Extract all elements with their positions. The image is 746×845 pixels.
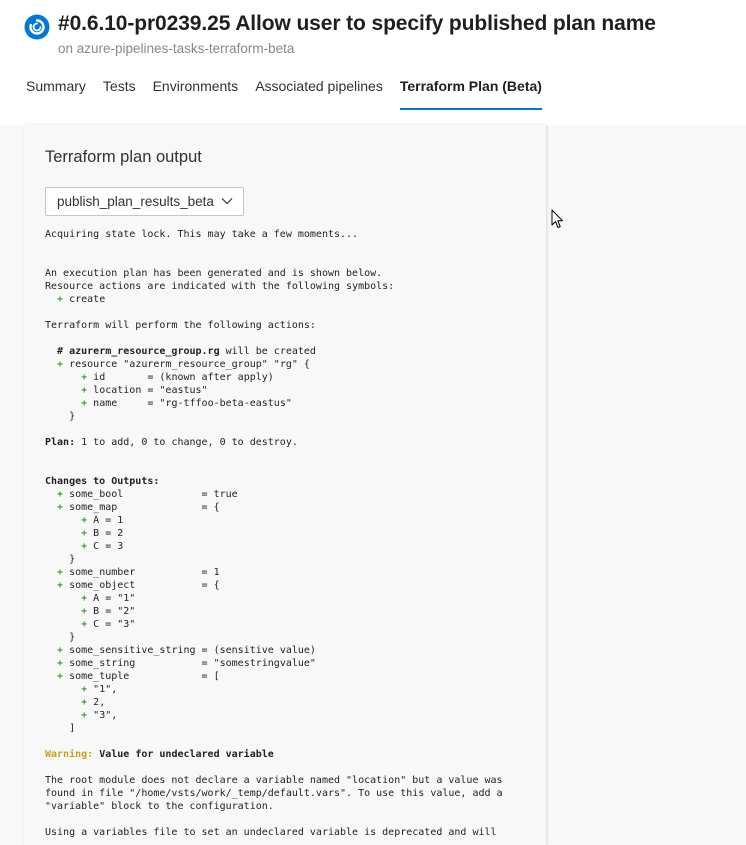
plan-output-line (45, 358, 535, 371)
plus-symbol: + (81, 619, 88, 630)
plan-output-line (45, 683, 535, 696)
plan-output-segment: 2, (87, 697, 106, 708)
plan-output-segment: id = (known after apply) (87, 372, 274, 383)
plus-symbol: + (81, 606, 88, 617)
plan-output-segment (45, 515, 81, 526)
chevron-down-icon (221, 197, 233, 205)
plan-output-text (45, 228, 535, 839)
plan-output-segment: B = "2" (87, 606, 136, 617)
page-title: #0.6.10-pr0239.25 Allow user to specify published plan name (58, 12, 656, 35)
plan-output-line (45, 332, 535, 345)
plan-output-segment (45, 567, 57, 578)
plan-output-line (45, 670, 535, 683)
plus-symbol: + (81, 398, 88, 409)
plan-output-segment (45, 541, 81, 552)
plan-output-segment: will be created (219, 346, 316, 357)
plan-output-segment (45, 359, 57, 370)
tab-environments[interactable]: Environments (152, 78, 239, 94)
plan-output-line (45, 410, 535, 423)
plan-output-line (45, 618, 535, 631)
plan-output-segment (45, 697, 81, 708)
plan-output-segment: } (45, 554, 76, 565)
plan-output-segment: "variable" block to the configuration. (45, 801, 274, 812)
plan-output-line (45, 397, 535, 410)
plan-output-segment: some_sensitive_string = (sensitive value) (63, 645, 316, 656)
plan-output-segment (45, 398, 81, 409)
plan-output-line (45, 345, 535, 358)
plus-symbol: + (57, 580, 64, 591)
plan-output-line (45, 267, 535, 280)
tab-associated-pipelines[interactable]: Associated pipelines (255, 78, 383, 94)
plan-output-segment (45, 658, 57, 669)
plan-output-segment: Terraform will perform the following actions: (45, 320, 316, 331)
plan-output-segment: create (63, 294, 106, 305)
plan-output-line (45, 631, 535, 644)
plan-output-line (45, 527, 535, 540)
panel-title: Terraform plan output (45, 148, 202, 166)
plan-output-segment: Plan: (45, 437, 76, 448)
tab-tests[interactable]: Tests (102, 78, 136, 94)
plan-output-line (45, 306, 535, 319)
plan-output-segment (45, 580, 57, 591)
plan-output-line (45, 696, 535, 709)
plan-output-line (45, 514, 535, 527)
plan-output-line (45, 579, 535, 592)
plan-output-segment: some_map = { (63, 502, 220, 513)
plan-output-line (45, 592, 535, 605)
plan-output-segment: A = "1" (87, 593, 136, 604)
plan-output-segment (45, 346, 57, 357)
plan-output-segment: "3", (87, 710, 118, 721)
plan-output-segment: some_bool = true (63, 489, 238, 500)
warning-label: Warning: (45, 749, 94, 760)
plan-output-line (45, 423, 535, 436)
terraform-plan-panel (24, 125, 546, 845)
plan-output-line (45, 735, 535, 748)
plus-symbol: + (81, 385, 88, 396)
plan-output-segment: some_tuple = [ (63, 671, 220, 682)
plus-symbol: + (57, 502, 64, 513)
plan-output-segment (45, 372, 81, 383)
plan-output-segment: An execution plan has been generated and is shown below. (45, 268, 383, 279)
plan-output-segment: ] (45, 723, 76, 734)
plan-output-line (45, 722, 535, 735)
plan-output-segment (45, 684, 81, 695)
pipeline-in-progress-icon (24, 14, 50, 40)
plan-output-segment: Changes to Outputs: (45, 476, 160, 487)
plan-output-segment: some_number = 1 (63, 567, 220, 578)
plus-symbol: + (57, 489, 64, 500)
plan-output-segment: location = "eastus" (87, 385, 208, 396)
plan-select-dropdown[interactable] (45, 187, 244, 216)
plan-output-line (45, 319, 535, 332)
plan-output-segment (45, 528, 81, 539)
plan-output-line (45, 644, 535, 657)
plan-output-segment (45, 645, 57, 656)
plan-output-segment (45, 710, 81, 721)
plan-output-line (45, 787, 535, 800)
plan-output-segment: Value for undeclared variable (93, 749, 274, 760)
plus-symbol: + (57, 294, 64, 305)
plus-symbol: + (81, 593, 88, 604)
pipeline-subtitle: on azure-pipelines-tasks-terraform-beta (58, 41, 295, 56)
plan-output-line (45, 605, 535, 618)
plus-symbol: + (57, 671, 64, 682)
plus-symbol: + (81, 684, 88, 695)
plan-output-segment: Resource actions are indicated with the following symbols: (45, 281, 395, 292)
plan-output-segment: C = 3 (87, 541, 124, 552)
plan-output-segment (45, 619, 81, 630)
plan-output-line (45, 241, 535, 254)
plan-output-line (45, 280, 535, 293)
plan-output-segment: C = "3" (87, 619, 136, 630)
plan-output-line (45, 293, 535, 306)
plus-symbol: + (57, 567, 64, 578)
plan-output-segment: found in file "/home/vsts/work/_temp/default.vars". To use this value, add a (45, 788, 503, 799)
plan-output-line (45, 254, 535, 267)
plan-output-segment (45, 606, 81, 617)
plus-symbol: + (81, 710, 88, 721)
plan-output-segment (45, 294, 57, 305)
plan-output-segment (45, 385, 81, 396)
plan-output-segment: some_string = "somestringvalue" (63, 658, 316, 669)
plan-output-segment (45, 671, 57, 682)
plan-output-line (45, 501, 535, 514)
plan-output-segment: # azurerm_resource_group.rg (57, 346, 220, 357)
plan-output-segment: The root module does not declare a variable named "location" but a value was (45, 775, 503, 786)
plan-output-line (45, 709, 535, 722)
plan-output-line (45, 488, 535, 501)
plus-symbol: + (81, 515, 88, 526)
plus-symbol: + (81, 541, 88, 552)
plan-output-line (45, 475, 535, 488)
plus-symbol: + (81, 372, 88, 383)
plan-output-segment: } (45, 632, 76, 643)
plan-output-line (45, 761, 535, 774)
plus-symbol: + (81, 528, 88, 539)
plan-output-segment: B = 2 (87, 528, 124, 539)
plan-output-segment: name = "rg-tffoo-beta-eastus" (87, 398, 292, 409)
plan-output-segment: resource "azurerm_resource_group" "rg" { (63, 359, 310, 370)
plan-output-line (45, 449, 535, 462)
plan-output-line (45, 228, 535, 241)
plus-symbol: + (81, 697, 88, 708)
plus-symbol: + (57, 658, 64, 669)
plan-output-line (45, 748, 535, 761)
tab-terraform-plan[interactable]: Terraform Plan (Beta) (400, 72, 542, 102)
plan-output-line (45, 384, 535, 397)
tab-summary[interactable]: Summary (26, 78, 86, 94)
plan-output-segment: some_object = { (63, 580, 220, 591)
plan-output-segment (45, 502, 57, 513)
plan-output-line (45, 553, 535, 566)
plan-output-segment: Using a variables file to set an undeclared variable is deprecated and will (45, 827, 497, 838)
tab-bar (26, 72, 559, 110)
mouse-cursor-icon (551, 209, 564, 229)
plan-output-segment: 1 to add, 0 to change, 0 to destroy. (75, 437, 298, 448)
plan-output-line (45, 462, 535, 475)
release-header (0, 0, 746, 125)
plan-output-segment: "1", (87, 684, 118, 695)
plan-output-line (45, 813, 535, 826)
plan-output-segment: A = 1 (87, 515, 124, 526)
plan-output-segment (45, 593, 81, 604)
plan-output-line (45, 566, 535, 579)
plan-output-line (45, 774, 535, 787)
plus-symbol: + (57, 359, 64, 370)
plan-output-segment: } (45, 411, 76, 422)
plan-output-segment: Acquiring state lock. This may take a few moments... (45, 229, 359, 240)
plus-symbol: + (57, 645, 64, 656)
plan-output-line (45, 800, 535, 813)
plan-output-line (45, 540, 535, 553)
plan-select-value: publish_plan_results_beta (57, 194, 214, 209)
plan-output-line (45, 436, 535, 449)
plan-output-line (45, 657, 535, 670)
plan-output-line (45, 371, 535, 384)
plan-output-segment (45, 489, 57, 500)
